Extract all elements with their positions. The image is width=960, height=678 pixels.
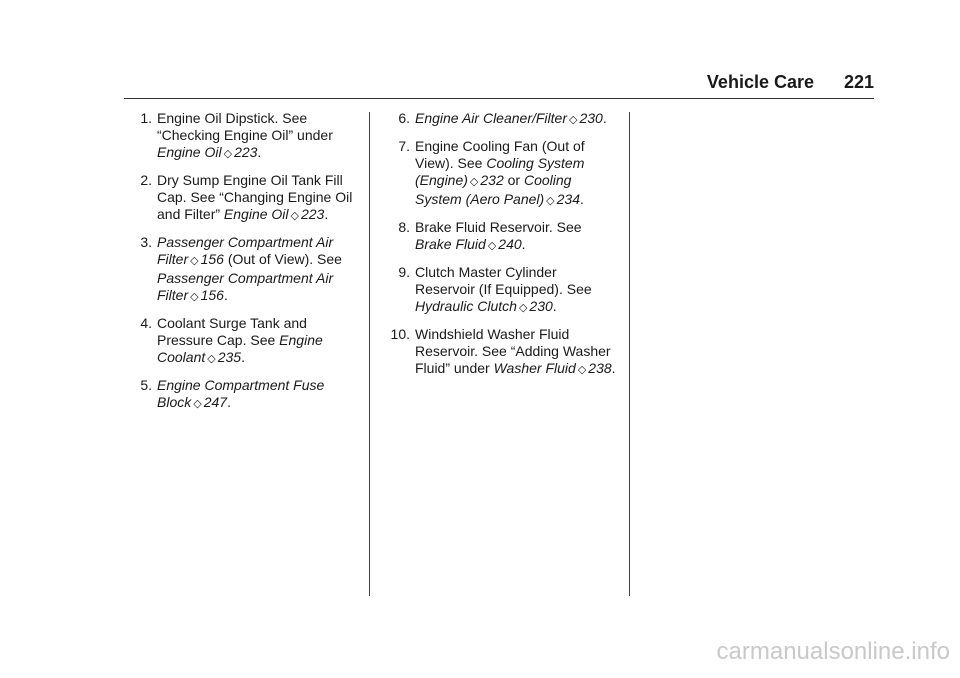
- list-item: [378, 138, 618, 210]
- cross-reference: 238: [588, 360, 612, 376]
- cross-reference: 223: [300, 206, 325, 222]
- list-item: [124, 377, 360, 413]
- list-item: [124, 315, 360, 368]
- list-item: [124, 110, 360, 163]
- item-text: [152, 234, 360, 306]
- cross-reference: 234: [556, 191, 580, 207]
- text-run: .: [241, 349, 245, 365]
- page-reference-icon: ◇: [290, 210, 299, 222]
- left-column: [124, 110, 360, 422]
- cross-reference: Passenger Compartment Air Filter: [157, 270, 334, 303]
- cross-reference: 235: [217, 349, 242, 365]
- cross-reference: Cooling System (Aero Panel): [415, 172, 572, 207]
- text-run: Dry Sump Engine Oil Tank Fill Cap. See “Changing Engine Oil and Filter”: [157, 172, 353, 222]
- column-divider-right: [629, 112, 630, 596]
- cross-reference: 230: [529, 298, 553, 314]
- page-reference-icon: ◇: [207, 353, 216, 365]
- item-text: [152, 110, 360, 163]
- page-reference-icon: ◇: [193, 398, 202, 410]
- cross-reference: Engine Oil: [223, 206, 289, 222]
- item-number: 3.: [140, 234, 152, 250]
- cross-reference: 156: [200, 251, 224, 267]
- item-number: 4.: [140, 315, 152, 331]
- cross-reference: Engine Compartment Fuse Block: [157, 377, 325, 410]
- watermark: carmanualsonline.info: [716, 638, 950, 665]
- text-run: .: [580, 191, 584, 207]
- text-run: .: [521, 236, 526, 252]
- item-number: 8.: [398, 219, 410, 235]
- page-reference-icon: ◇: [487, 240, 497, 252]
- text-run: .: [223, 287, 228, 303]
- text-run: .: [324, 206, 329, 222]
- text-run: .: [257, 144, 262, 160]
- page-reference-icon: ◇: [223, 148, 233, 160]
- item-text: [152, 377, 360, 413]
- right-column: [378, 110, 618, 388]
- text-run: Coolant Surge Tank and Pressure Cap. See: [157, 315, 307, 348]
- item-text: [410, 264, 618, 317]
- list-item: [378, 264, 618, 317]
- cross-reference: 232: [480, 172, 504, 188]
- item-text: [152, 315, 360, 368]
- item-number: 7.: [398, 138, 410, 154]
- page-reference-icon: ◇: [569, 114, 578, 126]
- page-reference-icon: ◇: [577, 364, 587, 376]
- cross-reference: 247: [203, 394, 228, 410]
- page-reference-icon: ◇: [546, 195, 555, 207]
- page-reference-icon: ◇: [469, 176, 479, 188]
- page-reference-icon: ◇: [190, 255, 199, 267]
- cross-reference: 223: [234, 144, 258, 160]
- item-number: 1.: [140, 110, 152, 126]
- text-run: Engine Cooling Fan (Out of View). See: [415, 138, 585, 171]
- cross-reference: 240: [498, 236, 522, 252]
- cross-reference: Passenger Compartment Air Filter: [157, 234, 334, 267]
- list-item: [378, 219, 618, 255]
- text-run: .: [602, 110, 607, 126]
- page-reference-icon: ◇: [190, 291, 199, 303]
- item-text: [410, 110, 618, 129]
- list-item: [378, 110, 618, 129]
- cross-reference: Brake Fluid: [415, 236, 486, 252]
- text-run: Brake Fluid Reservoir. See: [415, 219, 582, 235]
- cross-reference: 230: [579, 110, 603, 126]
- list-item: [124, 172, 360, 225]
- cross-reference: Washer Fluid: [493, 360, 576, 376]
- cross-reference: Engine Air Cleaner/Filter: [415, 110, 567, 126]
- item-text: [152, 172, 360, 225]
- text-run: Clutch Master Cylinder Reservoir (If Equipped). See: [415, 264, 592, 297]
- item-text: [410, 326, 618, 379]
- text-run: Windshield Washer Fluid Reservoir. See “Adding Washer Fluid” under: [415, 326, 611, 376]
- text-run: .: [611, 360, 616, 376]
- cross-reference: Cooling System (Engine): [415, 155, 585, 188]
- text-run: Engine Oil Dipstick. See “Checking Engine Oil” under: [157, 110, 333, 143]
- page-header: [124, 70, 874, 99]
- item-number: 10.: [390, 326, 410, 342]
- text-run: .: [552, 298, 557, 314]
- item-number: 5.: [140, 377, 152, 393]
- cross-reference: Engine Oil: [157, 144, 222, 160]
- section-title: Vehicle Care: [706, 72, 814, 92]
- cross-reference: 156: [200, 287, 224, 303]
- page-number: 221: [843, 72, 874, 92]
- item-number: 6.: [398, 110, 410, 126]
- item-number: 2.: [140, 172, 152, 188]
- item-number: 9.: [398, 264, 410, 280]
- cross-reference: Engine Coolant: [157, 332, 323, 365]
- list-item: [124, 234, 360, 306]
- page-reference-icon: ◇: [518, 302, 528, 314]
- item-text: [410, 219, 618, 255]
- list-item: [378, 326, 618, 379]
- item-text: [410, 138, 618, 210]
- text-run: .: [227, 394, 231, 410]
- text-run: or: [503, 172, 524, 188]
- cross-reference: Hydraulic Clutch: [415, 298, 517, 314]
- text-run: (Out of View). See: [223, 251, 342, 267]
- column-divider-left: [369, 112, 370, 596]
